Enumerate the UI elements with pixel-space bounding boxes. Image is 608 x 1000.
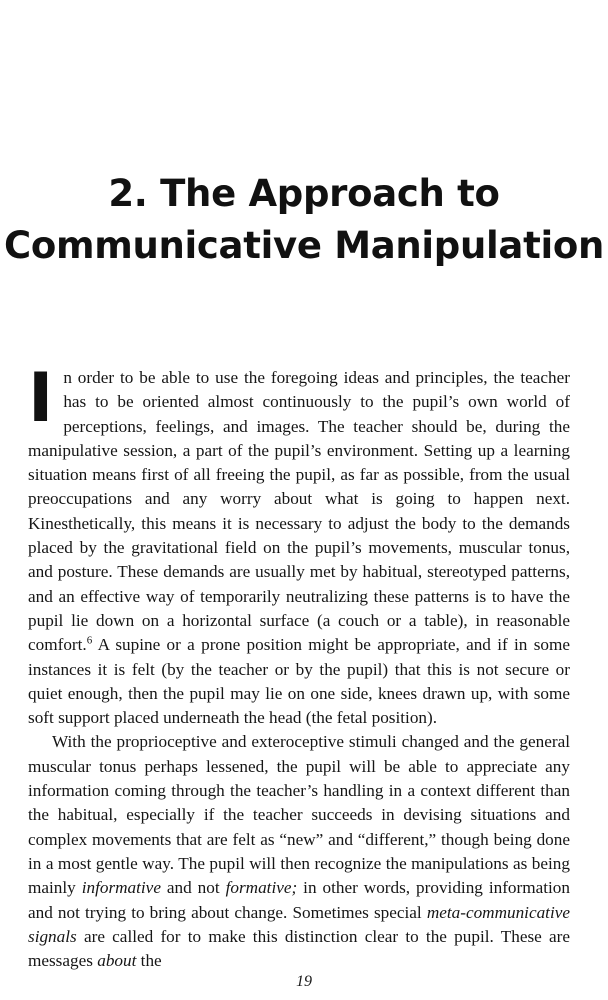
footnote-ref[interactable]: 6 xyxy=(86,634,93,647)
chapter-title xyxy=(0,168,608,272)
paragraph-1 xyxy=(28,359,570,730)
paragraph-2-text-a: With the proprioceptive and exteroceptive stimuli changed and the general muscular tonus perhaps lessened, the pupil will be able to appreciate any information coming through the teacher’s handling in a context different than the habitual, especially if the teacher succeeds in devising situations and complex movements that are felt as “new” and “different,” though being done in a most gentle way. The pupil will then recognize the manipulations as being mainly xyxy=(28,732,570,898)
emphasis-formative: formative; xyxy=(225,878,298,898)
paragraph-2-text-c: in other words, providing information and not trying to bring about change. Sometimes special xyxy=(28,878,570,922)
emphasis-meta-signals: meta-communicative signals xyxy=(28,902,570,946)
emphasis-about: about xyxy=(97,951,137,971)
paragraph-1-text-b: A supine or a prone position might be appropriate, and if in some instances it is felt (by the teacher or by the pupil) that this is not secure or quiet enough, then the pupil may lie on one side, knees drawn up, with some soft support placed underneath the head (the fetal position). xyxy=(28,635,570,728)
paragraph-2-text-b: and not xyxy=(160,878,226,898)
body-text xyxy=(28,359,570,973)
paragraph-2-text-e: the xyxy=(136,951,162,971)
page-number: 19 xyxy=(296,973,312,990)
paragraph-2 xyxy=(28,730,570,973)
paragraph-2-text-d: are called for to make this distinction clear to the pupil. These are messages xyxy=(28,926,570,971)
chapter-title-line-1: 2. The Approach to xyxy=(108,172,500,215)
emphasis-informative: informative xyxy=(81,878,161,898)
drop-cap: I xyxy=(28,359,54,438)
paragraph-1-text-a: n order to be able to use the foregoing ideas and principles, the teacher has to be oriented almost continuously to the pupil’s own world of perceptions, feelings, and images. The teacher should be, during the manipulative session, a part of the pupil’s environment. Setting up a learning situation means first of all freeing the pupil, as far as possible, from the usual preoccupations and any worry about what is going to happen next. Kinesthetically, this means it is necessary to adjust the body to the demands placed by the gravitational field on the pupil’s movements, muscular tonus, and posture. These demands are usually met by habitual, stereotyped patterns, and an effective way of temporarily neutralizing these patterns is to have the pupil lie down on a horizontal surface (a couch or a table), in reasonable comfort. xyxy=(28,368,570,655)
chapter-title-line-2: Communicative Manipulation xyxy=(3,224,605,267)
